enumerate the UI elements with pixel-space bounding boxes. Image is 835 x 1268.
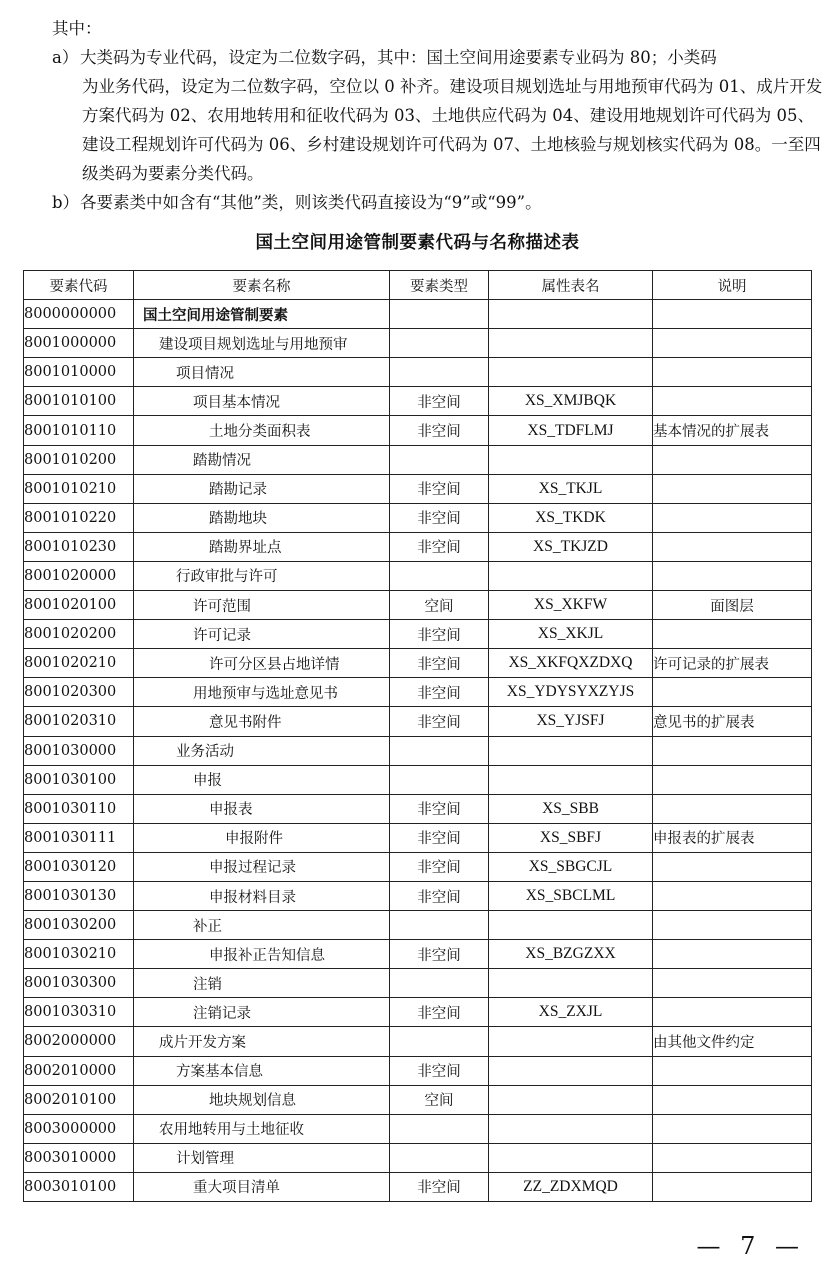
table-row — [24, 969, 812, 998]
intro-heading: 其中： — [52, 19, 102, 38]
table-row — [24, 445, 812, 474]
cell-name: 注销记录 — [134, 998, 390, 1027]
table-row — [24, 678, 812, 707]
cell-name: 注销 — [134, 969, 390, 998]
cell-attr-table: XS_SBGCJL — [489, 852, 653, 881]
table-row — [24, 474, 812, 503]
cell-attr-table — [489, 911, 653, 940]
cell-code: 8003010000 — [24, 1143, 134, 1172]
table-row — [24, 881, 812, 910]
cell-attr-table: XS_XKFW — [489, 591, 653, 620]
cell-name: 业务活动 — [134, 736, 390, 765]
table-row — [24, 1143, 812, 1172]
cell-type — [390, 765, 489, 794]
table-row — [24, 707, 812, 736]
cell-note — [653, 474, 812, 503]
cell-code: 8002010100 — [24, 1085, 134, 1114]
intro-item-b-text: 各要素类中如含有“其他”类，则该类代码直接设为“9”或“99”。 — [80, 193, 542, 212]
cell-code: 8002000000 — [24, 1027, 134, 1056]
cell-type — [390, 445, 489, 474]
cell-attr-table: XS_XKFQXZDXQ — [489, 649, 653, 678]
cell-attr-table: XS_TKJL — [489, 474, 653, 503]
cell-code: 8001010000 — [24, 358, 134, 387]
cell-attr-table — [489, 300, 653, 329]
cell-note — [653, 678, 812, 707]
table-row — [24, 765, 812, 794]
cell-code: 8001030300 — [24, 969, 134, 998]
cell-code: 8001020210 — [24, 649, 134, 678]
cell-attr-table — [489, 1027, 653, 1056]
header-note: 说明 — [653, 271, 812, 300]
cell-note — [653, 1172, 812, 1201]
cell-type — [390, 1143, 489, 1172]
cell-name: 成片开发方案 — [134, 1027, 390, 1056]
cell-attr-table: XS_SBCLML — [489, 881, 653, 910]
cell-name: 项目基本情况 — [134, 387, 390, 416]
cell-attr-table — [489, 1056, 653, 1085]
cell-name: 申报材料目录 — [134, 881, 390, 910]
cell-code: 8001030210 — [24, 940, 134, 969]
table-row — [24, 1027, 812, 1056]
table-row — [24, 940, 812, 969]
cell-name: 踏勘情况 — [134, 445, 390, 474]
cell-note — [653, 1114, 812, 1143]
cell-attr-table — [489, 561, 653, 590]
cell-type: 空间 — [390, 591, 489, 620]
page-number: — 7 — — [696, 1232, 805, 1260]
cell-name: 建设项目规划选址与用地预审 — [134, 329, 390, 358]
cell-name: 申报补正告知信息 — [134, 940, 390, 969]
cell-name: 计划管理 — [134, 1143, 390, 1172]
table-title: 国土空间用途管制要素代码与名称描述表 — [255, 233, 580, 253]
cell-attr-table: XS_XMJBQK — [489, 387, 653, 416]
cell-code: 8001030100 — [24, 765, 134, 794]
cell-note — [653, 532, 812, 561]
table-row — [24, 416, 812, 445]
table-row — [24, 823, 812, 852]
cell-code: 8001020000 — [24, 561, 134, 590]
cell-note: 许可记录的扩展表 — [653, 649, 812, 678]
table-row — [24, 911, 812, 940]
cell-type: 非空间 — [390, 1172, 489, 1201]
cell-code: 8001030120 — [24, 852, 134, 881]
cell-type — [390, 358, 489, 387]
cell-note — [653, 387, 812, 416]
table-row — [24, 532, 812, 561]
cell-name: 国土空间用途管制要素 — [134, 300, 390, 329]
cell-type: 非空间 — [390, 940, 489, 969]
cell-attr-table: XS_BZGZXX — [489, 940, 653, 969]
cell-note — [653, 1143, 812, 1172]
cell-code: 8001020100 — [24, 591, 134, 620]
table-row — [24, 358, 812, 387]
table-row — [24, 1172, 812, 1201]
cell-type: 非空间 — [390, 852, 489, 881]
cell-type: 非空间 — [390, 620, 489, 649]
table-row — [24, 998, 812, 1027]
cell-code: 8001010220 — [24, 503, 134, 532]
header-attr-table: 属性表名 — [489, 271, 653, 300]
cell-name: 许可分区县占地详情 — [134, 649, 390, 678]
intro-item-a — [52, 43, 827, 188]
cell-type: 非空间 — [390, 998, 489, 1027]
cell-attr-table — [489, 1143, 653, 1172]
cell-attr-table: XS_XKJL — [489, 620, 653, 649]
cell-name: 踏勘界址点 — [134, 532, 390, 561]
cell-attr-table: XS_SBFJ — [489, 823, 653, 852]
cell-code: 8003010100 — [24, 1172, 134, 1201]
cell-type: 空间 — [390, 1085, 489, 1114]
cell-name: 申报附件 — [134, 823, 390, 852]
cell-type: 非空间 — [390, 678, 489, 707]
cell-note — [653, 329, 812, 358]
cell-type: 非空间 — [390, 474, 489, 503]
cell-note — [653, 1056, 812, 1085]
cell-type: 非空间 — [390, 532, 489, 561]
cell-code: 8001010230 — [24, 532, 134, 561]
cell-type: 非空间 — [390, 794, 489, 823]
cell-code: 8000000000 — [24, 300, 134, 329]
cell-attr-table: XS_ZXJL — [489, 998, 653, 1027]
cell-attr-table — [489, 445, 653, 474]
cell-name: 申报 — [134, 765, 390, 794]
cell-note — [653, 911, 812, 940]
cell-note — [653, 358, 812, 387]
cell-code: 8001010100 — [24, 387, 134, 416]
table-row — [24, 387, 812, 416]
cell-type: 非空间 — [390, 416, 489, 445]
cell-note — [653, 561, 812, 590]
cell-name: 重大项目清单 — [134, 1172, 390, 1201]
header-code: 要素代码 — [24, 271, 134, 300]
cell-type — [390, 969, 489, 998]
cell-name: 项目情况 — [134, 358, 390, 387]
cell-name: 许可范围 — [134, 591, 390, 620]
table-header-row — [24, 271, 812, 300]
cell-type: 非空间 — [390, 503, 489, 532]
cell-name: 意见书附件 — [134, 707, 390, 736]
cell-code: 8001020310 — [24, 707, 134, 736]
cell-code: 8003000000 — [24, 1114, 134, 1143]
table-row — [24, 736, 812, 765]
cell-type — [390, 736, 489, 765]
cell-note — [653, 998, 812, 1027]
intro-item-a-continuation: 为业务代码，设定为二位数字码，空位以 0 补齐。建设项目规划选址与用地预审代码为 01、成片开发方案代码为 02、农用地转用和征收代码为 03、土地供应代码为 04、建设用地规划许可代码为 05、建设工程规划许可代码为 06、乡村建设规划许可代码为 07、土地核验与规划核实代码为 08。一至四级类码为要素分类代码。 — [82, 77, 823, 183]
cell-type — [390, 561, 489, 590]
cell-type: 非空间 — [390, 387, 489, 416]
cell-attr-table: XS_YJSFJ — [489, 707, 653, 736]
cell-attr-table: XS_SBB — [489, 794, 653, 823]
cell-code: 8001010210 — [24, 474, 134, 503]
cell-attr-table — [489, 358, 653, 387]
cell-attr-table — [489, 329, 653, 358]
cell-type: 非空间 — [390, 1056, 489, 1085]
cell-code: 8001010200 — [24, 445, 134, 474]
cell-attr-table: XS_TKJZD — [489, 532, 653, 561]
table-row — [24, 591, 812, 620]
cell-attr-table — [489, 1085, 653, 1114]
intro-item-b — [52, 188, 827, 217]
cell-attr-table — [489, 765, 653, 794]
cell-name: 补正 — [134, 911, 390, 940]
cell-type: 非空间 — [390, 823, 489, 852]
cell-note — [653, 300, 812, 329]
cell-name: 方案基本信息 — [134, 1056, 390, 1085]
cell-attr-table: XS_TKDK — [489, 503, 653, 532]
table-row — [24, 794, 812, 823]
cell-note — [653, 736, 812, 765]
cell-name: 地块规划信息 — [134, 1085, 390, 1114]
cell-code: 8001000000 — [24, 329, 134, 358]
cell-code: 8001020300 — [24, 678, 134, 707]
cell-attr-table: XS_YDYSYXZYJS — [489, 678, 653, 707]
cell-code: 8001030130 — [24, 881, 134, 910]
cell-name: 踏勘记录 — [134, 474, 390, 503]
cell-code: 8001010110 — [24, 416, 134, 445]
cell-note — [653, 1085, 812, 1114]
header-name: 要素名称 — [134, 271, 390, 300]
table-row — [24, 649, 812, 678]
cell-type — [390, 911, 489, 940]
intro-item-a-label: a） — [52, 48, 79, 67]
cell-code: 8001020200 — [24, 620, 134, 649]
cell-code: 8001030310 — [24, 998, 134, 1027]
cell-code: 8002010000 — [24, 1056, 134, 1085]
cell-note — [653, 881, 812, 910]
cell-code: 8001030200 — [24, 911, 134, 940]
cell-note: 意见书的扩展表 — [653, 707, 812, 736]
cell-code: 8001030111 — [24, 823, 134, 852]
cell-name: 申报表 — [134, 794, 390, 823]
cell-note: 申报表的扩展表 — [653, 823, 812, 852]
table-row — [24, 852, 812, 881]
cell-type — [390, 300, 489, 329]
intro-item-a-first-line: 大类码为专业代码，设定为二位数字码，其中：国土空间用途要素专业码为 80；小类码 — [80, 48, 717, 67]
cell-code: 8001030110 — [24, 794, 134, 823]
table-row — [24, 300, 812, 329]
header-type: 要素类型 — [390, 271, 489, 300]
table-row — [24, 1085, 812, 1114]
cell-note — [653, 620, 812, 649]
cell-type: 非空间 — [390, 707, 489, 736]
cell-code: 8001030000 — [24, 736, 134, 765]
cell-name: 土地分类面积表 — [134, 416, 390, 445]
cell-type — [390, 1114, 489, 1143]
element-code-table — [23, 270, 812, 1202]
cell-name: 许可记录 — [134, 620, 390, 649]
cell-note — [653, 445, 812, 474]
cell-note: 基本情况的扩展表 — [653, 416, 812, 445]
cell-attr-table — [489, 736, 653, 765]
table-body — [24, 300, 812, 1202]
table-row — [24, 1114, 812, 1143]
cell-note: 面图层 — [653, 591, 812, 620]
table-row — [24, 620, 812, 649]
cell-type: 非空间 — [390, 881, 489, 910]
cell-name: 农用地转用与土地征收 — [134, 1114, 390, 1143]
cell-type — [390, 1027, 489, 1056]
cell-type: 非空间 — [390, 649, 489, 678]
cell-note — [653, 940, 812, 969]
cell-attr-table — [489, 969, 653, 998]
cell-name: 行政审批与许可 — [134, 561, 390, 590]
cell-name: 申报过程记录 — [134, 852, 390, 881]
cell-note — [653, 503, 812, 532]
cell-type — [390, 329, 489, 358]
cell-note — [653, 852, 812, 881]
table-row — [24, 503, 812, 532]
intro-item-b-label: b） — [52, 193, 80, 212]
cell-attr-table — [489, 1114, 653, 1143]
cell-attr-table: XS_TDFLMJ — [489, 416, 653, 445]
cell-name: 用地预审与选址意见书 — [134, 678, 390, 707]
table-row — [24, 329, 812, 358]
cell-note: 由其他文件约定 — [653, 1027, 812, 1056]
table-row — [24, 1056, 812, 1085]
cell-note — [653, 969, 812, 998]
cell-note — [653, 765, 812, 794]
cell-attr-table: ZZ_ZDXMQD — [489, 1172, 653, 1201]
cell-name: 踏勘地块 — [134, 503, 390, 532]
cell-note — [653, 794, 812, 823]
intro-text — [52, 14, 827, 217]
table-row — [24, 561, 812, 590]
